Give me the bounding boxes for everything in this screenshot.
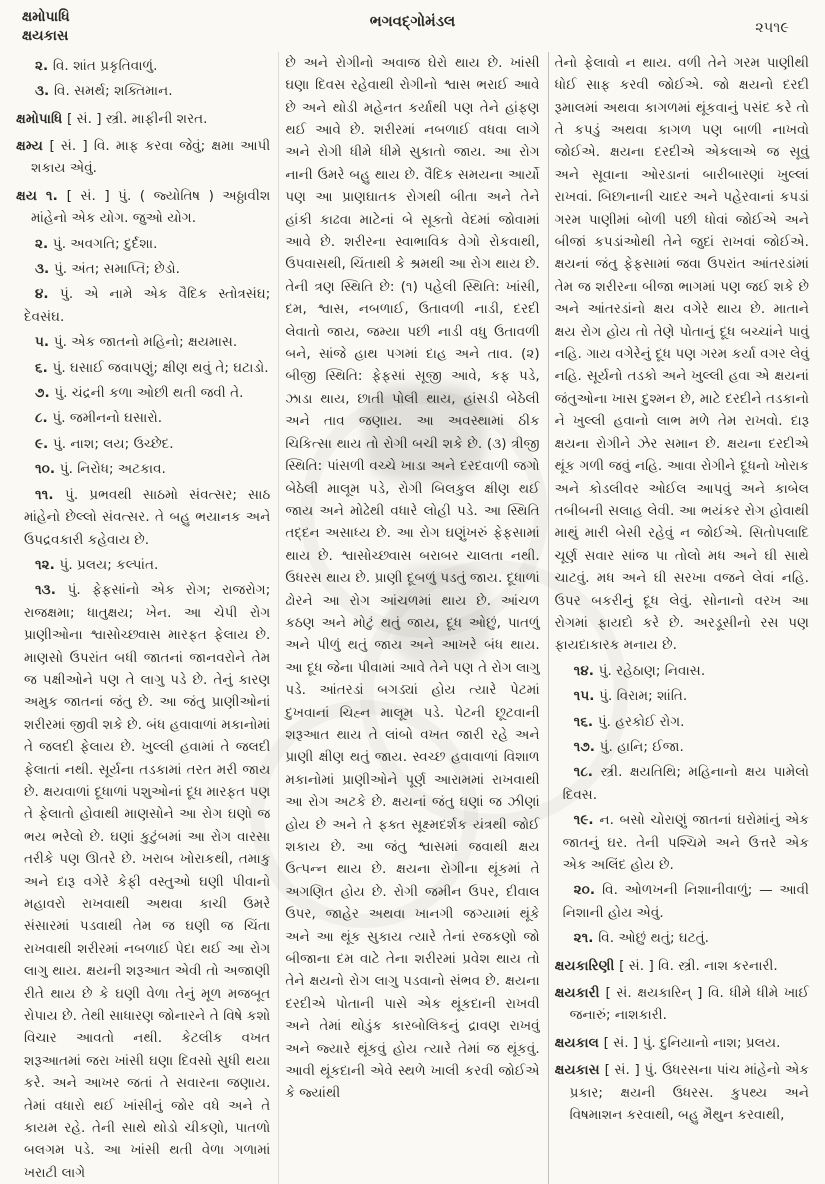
sense-number: ૫. [35,334,54,351]
sense-number: ૭. [35,385,55,402]
dictionary-entry: ક્ષય ૧. [ સં. ] પું. ( જ્યોતિષ ) અઠ્ઠાવીશ માંહેનો એક યોગ. જુઓ યોગ. [16,187,271,227]
sense-item: ૧૯. ન. બસો ચોરાણું જાતનાં ઘરોમાંનું એક જાતનું ઘર. તેની પશ્ચિમે અને ઉત્તરે એક એક અલિંદ હોય છે. [562,812,809,873]
running-head-last-word: ક્ષયકાસ [22,27,69,44]
sense-number: ૨૦. [573,882,603,899]
sense-number: ૨. [35,235,53,252]
text-paragraph: છે અને રોગીનો અવાજ ઘેરો થાય છે. ખાંસી ઘણા દિવસ રહેવાથી રોગીનો શ્વાસ ભરાઈ આવે છે અને થોડી મહેનત કર્યાથી પણ તેને હાંફણ થઈ આવે છે. શરીરમાં નબળાઈ વધવા લાગે અને રોગી ધીમે ધીમે સુકાતો જાય. આ રોગ નાની ઉમરે બહુ થાય છે. વૈદિક સમયના આર્યો પણ આ પ્રાણઘાતક રોગથી બીતા અને તેને હાંકી કાઢવા માટેનાં બે સૂક્તો વેદમાં જોવામાં આવે છે. શરીરના સ્વાભાવિક વેગો રોકવાથી, ઉપવાસથી, ચિંતાથી કે શ્રમથી આ રોગ થાય છે. તેની ત્રણ સ્થિતિ છે: (૧) પહેલી સ્થિતિ: ખાંસી, દમ, શ્વાસ, નબળાઈ, ઉતાવળી નાડી, દરદી લેવાતો જાય, જમ્યા પછી નાડી વધુ ઉતાવળી બને, સાંજે હાથ પગમાં દાહ અને તાવ. (૨) બીજી સ્થિતિ: ફેફસાં સૂજી આવે, કફ પડે, ઝાડા થાય, છાતી પોલી થાય, હાંસડી બેઠેલી અને તાવ જણાય. આ અવસ્થામાં ઠીક ચિકિત્સા થાય તો રોગી બચી શકે છે. (૩) ત્રીજી સ્થિતિ: પાંસળી વચ્ચે ખાડા અને દરદવાળી જગો બેઠેલી માલૂમ પડે, રોગી બિલકુલ ક્ષીણ થઈ જાય અને મોઢેથી વધારે લોહી પડે. આ સ્થિતિ તદ્દન અસાધ્ય છે. આ રોગ ઘણુંખરું ફેફસામાં થાય છે. શ્વાસોચ્છ્વાસ બરાબર ચાલતા નથી. ઉધરસ થાય છે. પ્રાણી દૂબળું પડતું જાય. દૂધાળાં ઢોરને આ રોગ આંચળમાં થાય છે. આંચળ કઠણ અને મોટું થતું જાય, દૂધ ઓછું, પાતળું અને પીળું થતું જાય અને આખરે બંધ થાય. આ દૂધ જેના પીવામાં આવે તેને પણ તે રોગ લાગુ પડે. આંતરડાં બગડ્યાં હોય ત્યારે પેટમાં દુખવાનાં ચિહ્ન માલૂમ પડે. પેટની છૂટવાની શરૂઆત થાય તે લાંબો વખત જારી રહે અને પ્રાણી ક્ષીણ થતું જાય. સ્વચ્છ હવાવાળાં વિશાળ મકાનોમાં પ્રાણીઓને પૂર્ણ આરામમાં રાખવાથી આ રોગ અટકે છે. ક્ષયનાં જંતુ ઘણાં જ ઝીણાં હોય છે અને તે ફક્ત સૂક્ષ્મદર્શક યંત્રથી જોઈ શકાય છે. આ જંતુ શ્વાસમાં જવાથી ક્ષય ઉત્પન્ન થાય છે. ક્ષયના રોગીના થૂંકમાં તે અગણિત હોય છે. રોગી જમીન ઉપર, દીવાલ ઉપર, જાહેર અથવા ખાનગી જગ્યામાં થૂંકે અને આ થૂંક સુકાય ત્યારે તેનાં રજકણો જો બીજાના દમ વાટે તેના શરીરમાં પ્રવેશ થાય તો તેને ક્ષયનો રોગ લાગુ પડવાનો સંભવ છે. ક્ષયના દરદીએ પોતાની પાસે એક થૂંકદાની રાખવી અને તેમાં થોડુંક કારબોલિકનું દ્રાવણ રાખવું અને જ્યારે થૂંકવું હોય ત્યારે તેમાં જ થૂંકવું. આવી થૂંકદાની એવે સ્થળે ખાલી કરવી જોઈએ કે જ્યાંથી [285,54,540,1102]
sense-item: ૧૭. પું. હાનિ; ઈજા. [573,738,684,755]
sense-item: ૬. પું. ઘસાઈ જવાપણું; ક્ષીણ થવું તે; ઘટાડો. [35,359,269,376]
sense-number: ૧૭. [573,738,600,755]
sense-number: ૧૬. [573,713,598,730]
headword: ક્ષમોપાધિ [16,110,67,127]
page-content [0,46,825,1184]
page-number: ૨૫૧૯ [755,20,789,36]
sense-number: ૩. [35,261,54,278]
sense-item: ૧૦. પું. નિરોધ; અટકાવ. [35,461,166,478]
column-3 [549,52,817,1184]
sense-item: ૮. પું. જમીનનો ઘસારો. [35,410,163,427]
dictionary-entry: ક્ષયકાલ [ સં. ] પું. દુનિયાનો નાશ; પ્રલય. [554,1034,781,1051]
sense-item: ૧૨. પું. પ્રલય; કલ્પાંત. [35,556,159,573]
sense-item: ૧૮. સ્ત્રી. ક્ષયતિથિ; મહિનાનો ક્ષય પામેલો દિવસ. [562,764,809,803]
headword: ક્ષય ૧. [16,187,67,204]
column-1 [10,52,279,1184]
dictionary-entry: ક્ષયકાસ [ સં. ] પું. ઉધરસના પાંચ માંહેનો એક પ્રકાર; ક્ષયની ઉધરસ. કુપથ્ય અને વિષમાશન કરવાથી, બહુ મૈથુન કરવાથી, [554,1062,809,1124]
running-head [22,8,222,46]
sense-number: ૨૧. [573,930,599,947]
sense-number: ૧૨. [35,556,60,573]
dictionary-entry: ક્ષમ્ય [ સં. ] વિ. માફ કરવા જેવું; ક્ષમા આપી શકાય એવું. [16,138,271,177]
sense-item: ૫. પું. એક જાતનો મહિનો; ક્ષયમાસ. [35,334,238,351]
sense-item: ૨૧. વિ. ઓછું થતું; ઘટતું. [573,930,709,947]
sense-item: ૧૫. પું. વિરામ; શાંતિ. [573,688,688,705]
sense-number: ૨. [35,57,53,74]
page-title: ભગવદ્ગોમંડલ [369,12,456,30]
headword: ક્ષમ્ય [16,138,50,154]
dictionary-entry: ક્ષયકારી [ સં. ક્ષયકારિન્ ] વિ. ધીમે ધીમે ખાઈ જનારું; નાશકારી. [554,985,809,1024]
sense-item: ૧૬. પું. હરકોઈ રોગ. [573,713,685,730]
sense-number: ૯. [35,435,53,452]
sense-number: ૪. [35,286,61,303]
sense-number: ૬. [35,359,53,376]
running-head-first-word: ક્ષમોપાધિ [22,9,70,25]
sense-number: ૧૫. [573,688,600,705]
column-2 [279,52,548,1184]
headword: ક્ષયકાસ [554,1062,605,1079]
sense-number: ૮. [35,410,53,427]
sense-number: ૧૩. [35,582,68,599]
dictionary-entry: ક્ષયકારિણી [ સં. ] વિ. સ્ત્રી. નાશ કરનારી. [554,957,778,974]
sense-item: ૨. પું. અવગતિ; દુર્દશા. [35,235,158,252]
sense-item: ૨. વિ. શાંત પ્રકૃતિવાળું. [35,57,158,74]
text-paragraph: તેનો ફેલાવો ન થાય. વળી તેને ગરમ પાણીથી ધોઈ સાફ કરવી જોઈએ. જો ક્ષયનો દરદી રૂમાલમાં અથવા કાગળમાં થૂંકવાનું પસંદ કરે તો તે કપડું અથવા કાગળ પણ બાળી નાખવો જોઈએ. ક્ષયના દરદીએ એકલાએ જ સૂવું અને સૂવાના ઓરડાનાં બારીબારણાં ખુલ્લાં રાખવાં. બિછાનાની ચાદર અને પહેરવાનાં કપડાં ગરમ પાણીમાં બોળી પછી ધોવાં જોઈએ અને બીજાં કપડાંઓથી તેને જુદાં રાખવાં જોઈએ. ક્ષયનાં જંતુ ફેફસામાં જવા ઉપરાંત આંતરડાંમાં તેમ જ શરીરના બીજા ભાગમાં પણ જઈ શકે છે અને આંતરડાંનો ક્ષય વગેરે થાય છે. માતાને ક્ષય રોગ હોય તો તેણે પોતાનું દૂધ બચ્ચાંને પાવું નહિ. ગાય વગેરેનું દૂધ પણ ગરમ કર્યા વગર લેવું નહિ. સૂર્યનો તડકો અને ખુલ્લી હવા એ ક્ષયનાં જંતુઓના ખાસ દુશ્મન છે, માટે દરદીને તડકાનો ને ખુલ્લી હવાનો લાભ મળે તેમ રાખવો. દારૂ ક્ષયના રોગીને ઝેર સમાન છે. ક્ષયના દરદીએ થૂંક ગળી જવું નહિ. આવા રોગીને દૂધનો ખોરાક અને કોડલીવર ઓઈલ આપવું અને કાબેલ તબીબની સલાહ લેવી. આ ભયંકર રોગ હોવાથી માથું મારી બેસી રહેવું ન જોઈએ. સિતોપલાદિ ચૂર્ણ સવાર સાંજ પા તોલો મધ અને ઘી સાથે ચાટવું. મધ અને ઘી સરખા વજને લેવાં નહિ. ઉપર બકરીનું દૂધ લેવું. સોનાનો વરખ આ રોગમાં ફાયદો કરે છે. અરડૂસીનો રસ પણ ફાયદાકારક મનાય છે. [554,54,809,654]
sense-item: ૯. પું. નાશ; લય; ઉચ્છેદ. [35,435,174,452]
sense-number: ૧૪. [573,662,599,679]
sense-item: ૧૪. પું. રહેઠાણ; નિવાસ. [573,662,706,679]
headword: ક્ષયકારિણી [554,957,620,974]
sense-item: ૩. પું. અંત; સમાપ્તિ; છેડો. [35,261,180,278]
sense-number: ૧૦. [35,461,60,478]
sense-item: ૨૦. વિ. ઓળખની નિશાનીવાળું; — આવી નિશાની હોય એવું. [562,882,809,921]
sense-number: ૧૮. [573,764,601,781]
dictionary-entry: ક્ષમોપાધિ [ સં. ] સ્ત્રી. માફીની શરત. [16,110,208,127]
sense-number: ૩. [35,83,54,100]
sense-number: ૧૯. [573,812,600,829]
sense-item: ૪. પું. એ નામે એક વૈદિક સ્તોત્રસંઘ; દેવસંઘ. [24,286,271,325]
sense-number: ૧૧. [35,486,65,503]
sense-item: ૧૧. પું. પ્રભવથી સાઠમો સંવત્સર; સાઠ માંહેનો છેલ્લો સંવત્સર. તે બહુ ભયાનક અને ઉપદ્રવકારી કહેવાય છે. [24,486,271,548]
headword: ક્ષયકારી [554,985,606,1002]
sense-item: ૩. વિ. સમર્થ; શક્તિમાન. [35,83,173,100]
sense-item: ૭. પું. ચંદ્રની કળા ઓછી થતી જવી તે. [35,385,244,402]
sense-item: ૧૩. પું. ફેફસાંનો એક રોગ; રાજરોગ; રાજક્ષમા; ધાતુક્ષય; ખેન. આ ચેપી રોગ પ્રાણીઓના શ્વાસોચ્છ્વાસ મારફત ફેલાય છે. માણસો ઉપરાંત બધી જાતનાં જાનવરોને તેમ જ પક્ષીઓને પણ તે લાગુ પડે છે. તેનું કારણ અમુક જાતનાં જંતુ છે. આ જંતુ પ્રાણીઓનાં શરીરમાં જીવી શકે છે. બંધ હવાવાળાં મકાનોમાં તે જલદી ફેલાય છે. ખુલ્લી હવામાં તે જલદી ફેલાતાં નથી. સૂર્યના તડકામાં તરત મરી જાય છે. ક્ષયવાળાં દૂધાળાં પશુઓનાં દૂધ મારફત પણ તે ફેલાતો હોવાથી માણસોને આ રોગ ઘણો જ ભય ભરેલો છે. ઘણાં કુટુંબમાં આ રોગ વારસા તરીકે પણ ઊતરે છે. ખરાબ ખોરાકથી, તમાકુ અને દારૂ વગેરે કેફી વસ્તુઓ ઘણી પીવાનો મહાવરો રાખવાથી અથવા કાચી ઉમરે સંસારમાં પડવાથી તેમ જ ઘણી જ ચિંતા રાખવાથી શરીરમાં નબળાઈ પેદા થઈ આ રોગ લાગુ થાય. ક્ષયની શરૂઆત એવી તો અજાણી રીતે થાય છે કે ઘણી વેળા તેનું મૂળ મજબૂત રોપાય છે. તેથી સાધારણ જોનારને તે વિષે કશો વિચાર આવતો નથી. કેટલીક વખત શરૂઆતમાં જરા ખાંસી ઘણા દિવસો સુધી થયા કરે. અને આખર જતાં તે સવારના જણાય. તેમાં વધારો થઈ ખાંસીનું જોર વધે અને તે કાયમ રહે. તેની સાથે થોડો ચીકણો, પાતળો બલગમ પડે. આ ખાંસી થતી વેળા ગળામાં ખરાટી લાગે [24,582,271,1181]
headword: ક્ષયકાલ [554,1034,604,1051]
page-header [0,0,825,46]
